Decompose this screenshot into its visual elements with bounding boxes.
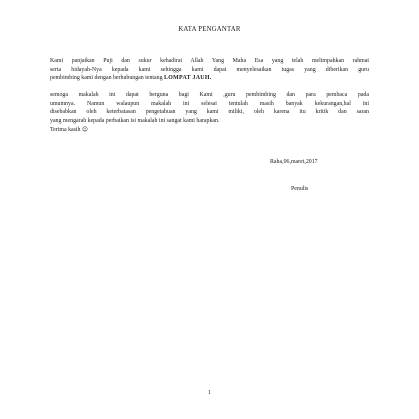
document-title: KATA PENGANTAR	[178, 26, 241, 33]
paragraph-line: disebabkan oleh keterbatasan pengetahuan yang kami miliki, oleh karena itu kritik dan saran	[50, 109, 369, 116]
paragraph-line: semoga makalah ini dapat berguna bagi Kami ,guru pembimbing dan para pembaca pada	[50, 92, 369, 98]
signer-name: Penulis	[291, 186, 309, 192]
paragraph-line: umumnya. Namun walaupun makalah ini selesai tentulah masih banyak kekurangan,hal ini	[50, 100, 369, 107]
paragraph-line: serta hidayah-Nya kepada kami sehingga kami dapat menyelesaikan tugas yang diberikan guru	[50, 66, 369, 73]
smiley-icon: ☺	[82, 126, 88, 133]
place-date: Raha,06,maret,2017	[270, 159, 318, 165]
paragraph-line-text: pembimbing kami dengan berhubungan tentang	[50, 75, 163, 82]
topic-title: LOMPAT JAUH.	[164, 75, 212, 82]
closing-line	[50, 126, 369, 135]
paragraph-hope	[50, 91, 369, 135]
page-number: 1	[208, 390, 211, 396]
paragraph-line: Kami panjatkan Puji dan sukur kehadirat Allah Yang Maha Esa yang telah melimpahkan rahmat	[50, 58, 369, 64]
paragraph-line-last	[50, 74, 369, 83]
closing-text: Terima kasih	[50, 126, 81, 133]
paragraph-line: yang mengarah kepada perbaikan isi makalah ini sangat kami harapkan.	[50, 118, 220, 125]
paragraph-opening	[50, 57, 369, 83]
